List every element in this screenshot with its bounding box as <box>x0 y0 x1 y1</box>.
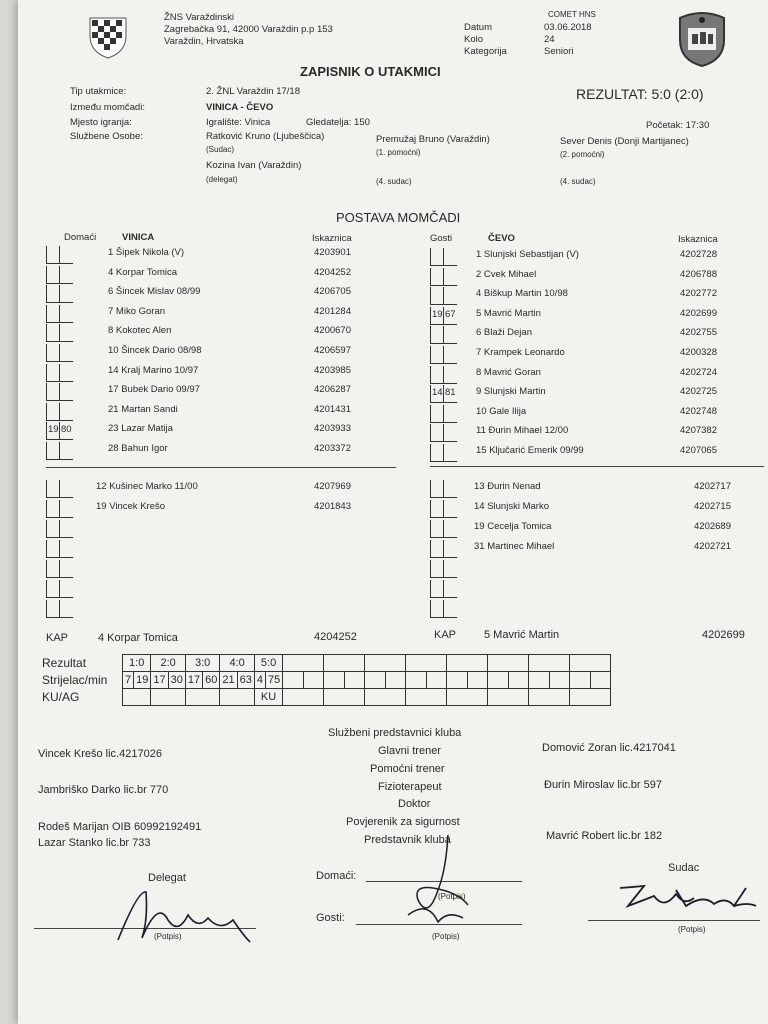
player-id: 4207969 <box>314 481 351 492</box>
away-captain-label: KAP <box>434 629 457 641</box>
substitution-box <box>46 480 73 498</box>
player-name: 14 Kralj Marino 10/97 <box>108 364 199 376</box>
substitution-box <box>46 305 73 323</box>
delegate-potpis: (Potpis) <box>154 932 182 941</box>
delegate-role: (delegat) <box>206 175 238 184</box>
substitution-box <box>430 307 457 325</box>
match-report-sheet <box>18 0 768 1024</box>
role-assistant-coach: Pomoćni trener <box>370 763 445 775</box>
away-captain-id: 4202699 <box>702 629 745 641</box>
substitution-box <box>430 248 457 266</box>
away-official: Mavrić Robert lic.br 182 <box>546 830 663 842</box>
result-row <box>40 655 611 672</box>
empty-substitution-box <box>430 580 457 598</box>
player-name: 17 Bubek Dario 09/97 <box>108 384 200 396</box>
result-cell: 4:0 <box>220 655 255 672</box>
minute-cell: 63 <box>237 672 254 689</box>
delegate-name: Kozina Ivan (Varaždin) <box>206 160 302 171</box>
player-name: 1 Šipek Nikola (V) <box>108 247 185 258</box>
delegate-signature-label: Delegat <box>148 872 186 884</box>
substitution-box <box>430 385 457 403</box>
player-id: 4202699 <box>680 307 717 319</box>
meta-date-label: Datum <box>464 22 492 33</box>
assistant1-role: (1. pomoćni) <box>376 148 421 157</box>
referee-name: Ratković Kruno (Ljubeščica) <box>206 131 325 142</box>
meta-category-label: Kategorija <box>464 46 507 57</box>
substitution-box <box>430 540 457 558</box>
club-officials-heading: Službeni predstavnici kluba <box>328 727 462 739</box>
player-name: 31 Martinec Mihael <box>474 541 555 552</box>
substitution-box <box>430 520 457 538</box>
player-id: 4203985 <box>314 364 351 376</box>
sub-minute: 81 <box>445 387 456 399</box>
result-row-label: Rezultat <box>42 656 87 670</box>
player-name: 10 Šincek Dario 08/98 <box>108 345 202 356</box>
player-id: 4202755 <box>680 327 717 339</box>
home-divider <box>46 467 396 468</box>
player-id: 4207065 <box>680 445 717 456</box>
referee-role: (Sudac) <box>206 145 235 154</box>
player-name: 19 Vincek Krešo <box>96 501 166 512</box>
player-id: 4201431 <box>314 403 351 415</box>
empty-substitution-box <box>430 600 457 618</box>
player-id: 4200670 <box>314 325 351 337</box>
match-type-label: Tip utakmice: <box>70 86 127 97</box>
away-divider <box>430 466 764 467</box>
substitution-box <box>430 480 457 498</box>
meta-round-label: Kolo <box>464 34 484 45</box>
scorer-row-label: Strijelac/min <box>42 673 108 687</box>
player-name: 9 Slunjski Martin <box>476 386 546 398</box>
substitution-box <box>46 442 73 460</box>
empty-substitution-box <box>430 560 457 578</box>
player-name: 7 Miko Goran <box>108 305 166 317</box>
result-heading: REZULTAT: 5:0 (2:0) <box>576 86 704 102</box>
lineup-title: POSTAVA MOMČADI <box>336 210 461 225</box>
role-physio: Fizioterapeut <box>378 781 442 793</box>
player-id: 4202715 <box>694 501 731 512</box>
scorer-cell: 17 <box>151 672 168 689</box>
meta-date-value: 03.06.2018 <box>544 22 592 33</box>
player-name: 19 Cecelja Tomica <box>474 521 552 532</box>
away-captain-name: 5 Mavrić Martin <box>484 629 560 641</box>
org-address: Zagrebačka 91, 42000 Varaždin p.p 153 <box>164 24 333 35</box>
sub-number: 14 <box>432 387 443 399</box>
player-id: 4206788 <box>680 268 717 280</box>
player-name: 5 Mavrić Martin <box>476 307 541 319</box>
substitution-box <box>46 500 73 518</box>
sub-number: 19 <box>48 424 59 436</box>
player-id: 4201284 <box>314 305 351 317</box>
substitution-box <box>430 326 457 344</box>
home-signature-label: Domaći: <box>316 870 357 882</box>
substitution-box <box>46 266 73 284</box>
player-id: 4203372 <box>314 443 351 454</box>
player-name: 15 Ključarić Emerik 09/99 <box>476 445 584 456</box>
scorer-row <box>40 672 611 689</box>
sub-minute: 67 <box>445 308 456 320</box>
match-type-value: 2. ŽNL Varaždin 17/18 <box>206 86 300 97</box>
assistant2-role: (2. pomoćni) <box>560 150 605 159</box>
meta-round-value: 24 <box>544 34 555 45</box>
result-cell: 1:0 <box>123 655 151 672</box>
role-head-coach: Glavni trener <box>378 745 441 757</box>
player-name: 14 Slunjski Marko <box>474 501 549 512</box>
empty-substitution-box <box>46 600 73 618</box>
scorer-cell: 7 <box>123 672 134 689</box>
substitution-box <box>46 364 73 382</box>
substitution-box <box>430 500 457 518</box>
player-id: 4206705 <box>314 286 351 298</box>
fourth-official-role: (4. sudac) <box>560 177 596 186</box>
empty-substitution-box <box>46 560 73 578</box>
player-name: 2 Cvek Mihael <box>476 268 537 280</box>
comet-label: COMET HNS <box>548 10 596 19</box>
substitution-box <box>46 344 73 362</box>
role-security: Povjerenik za sigurnost <box>346 816 460 828</box>
scorer-cell: 21 <box>220 672 237 689</box>
substitution-box <box>46 422 73 440</box>
away-official: Domović Zoran lic.4217041 <box>542 742 676 754</box>
home-official: Rodeš Marijan OIB 60992192491 <box>38 821 202 833</box>
away-id-header: Iskaznica <box>678 234 718 245</box>
kuag-cell: KU <box>254 689 282 706</box>
player-name: 21 Martan Sandi <box>108 403 178 415</box>
scorer-cell: 17 <box>185 672 202 689</box>
kickoff-time: Početak: 17:30 <box>646 120 710 131</box>
substitution-box <box>430 444 457 462</box>
player-id: 4207382 <box>680 425 717 437</box>
substitution-box <box>46 246 73 264</box>
home-team-name: VINICA <box>122 232 155 243</box>
player-id: 4201843 <box>314 501 351 512</box>
empty-substitution-box <box>46 520 73 538</box>
player-id: 4203901 <box>314 247 351 258</box>
assistant1-name: Premužaj Bruno (Varaždin) <box>376 134 490 145</box>
home-official: Jambriško Darko lic.br 770 <box>38 784 169 796</box>
officials-label: Službene Osobe: <box>70 131 143 142</box>
minute-cell: 30 <box>168 672 185 689</box>
player-name: 23 Lazar Matija <box>108 423 173 435</box>
player-id: 4202689 <box>694 521 731 532</box>
player-name: 6 Blaži Dejan <box>476 327 532 339</box>
substitution-box <box>430 287 457 305</box>
player-id: 4202728 <box>680 249 717 260</box>
player-id: 4202721 <box>694 541 731 552</box>
sub-number: 19 <box>432 308 443 320</box>
controller-role: (4. sudac) <box>376 177 412 186</box>
player-name: 7 Krampek Leonardo <box>476 347 565 358</box>
minute-cell: 60 <box>203 672 220 689</box>
player-id: 4202717 <box>694 481 731 492</box>
substitution-box <box>430 424 457 442</box>
player-id: 4202725 <box>680 386 717 398</box>
venue-value: Igralište: Vinica <box>206 117 271 128</box>
result-cell: 2:0 <box>151 655 186 672</box>
scorer-cell: 4 <box>254 672 265 689</box>
away-signature-label: Gosti: <box>316 912 345 924</box>
player-id: 4204252 <box>314 266 351 278</box>
substitution-box <box>430 346 457 364</box>
minute-cell: 19 <box>134 672 151 689</box>
away-label: Gosti <box>430 233 453 244</box>
sub-minute: 80 <box>61 424 72 436</box>
assistant2-name: Sever Denis (Donji Martijanec) <box>560 136 689 147</box>
substitution-box <box>430 366 457 384</box>
delegate-signature <box>108 880 258 950</box>
kuag-row-label: KU/AG <box>42 690 80 704</box>
meta-category-value: Seniori <box>544 46 574 57</box>
spectators: Gledatelja: 150 <box>306 117 370 128</box>
referee-potpis: (Potpis) <box>678 925 706 934</box>
player-name: 6 Šincek Mislav 08/99 <box>108 286 201 298</box>
substitution-box <box>46 324 73 342</box>
empty-substitution-box <box>46 540 73 558</box>
substitution-box <box>430 268 457 286</box>
referee-signature <box>614 876 764 922</box>
home-potpis: (Potpis) <box>438 892 466 901</box>
substitution-box <box>46 383 73 401</box>
org-name: ŽNS Varaždinski <box>164 12 235 23</box>
home-official: Lazar Stanko lic.br 733 <box>38 837 151 849</box>
player-name: 4 Biškup Martin 10/98 <box>476 288 568 300</box>
substitution-box <box>46 403 73 421</box>
player-name: 8 Mavrić Goran <box>476 366 541 378</box>
home-label: Domaći <box>64 232 97 243</box>
role-doctor: Doktor <box>398 798 431 810</box>
empty-substitution-box <box>46 580 73 598</box>
player-id: 4206287 <box>314 384 351 396</box>
referee-signature-label: Sudac <box>668 862 700 874</box>
player-name: 12 Kušinec Marko 11/00 <box>96 481 198 492</box>
player-name: 4 Korpar Tomica <box>108 266 177 278</box>
substitution-box <box>46 285 73 303</box>
result-cell: 3:0 <box>185 655 220 672</box>
player-name: 11 Đurin Mihael 12/00 <box>476 425 569 437</box>
kuag-row <box>40 689 611 706</box>
venue-label: Mjesto igranja: <box>70 117 132 128</box>
home-captain-label: KAP <box>46 632 69 644</box>
player-id: 4202748 <box>680 405 717 417</box>
away-official: Đurin Miroslav lic.br 597 <box>544 779 662 791</box>
home-captain-name: 4 Korpar Tomica <box>98 632 178 644</box>
substitution-box <box>430 405 457 423</box>
home-id-header: Iskaznica <box>312 233 352 244</box>
minute-cell: 75 <box>266 672 283 689</box>
away-team-name: ČEVO <box>488 233 515 244</box>
player-name: 28 Bahun Igor <box>108 443 168 454</box>
player-name: 1 Slunjski Sebastijan (V) <box>476 249 579 260</box>
home-captain-id: 4204252 <box>314 631 357 643</box>
teams-value: VINICA - ČEVO <box>206 102 274 113</box>
player-id: 4200328 <box>680 347 717 358</box>
player-id: 4206597 <box>314 345 351 356</box>
player-id: 4202772 <box>680 288 717 300</box>
club-signature <box>388 830 498 930</box>
teams-label: Između momčadi: <box>70 102 145 113</box>
result-cell: 5:0 <box>254 655 282 672</box>
home-official: Vincek Krešo lic.4217026 <box>38 748 162 760</box>
federation-logo <box>86 14 130 58</box>
role-club-rep: Predstavnik kluba <box>364 834 451 846</box>
document-title: ZAPISNIK O UTAKMICI <box>300 64 441 79</box>
player-name: 8 Kokotec Alen <box>108 325 172 337</box>
club-logo <box>674 10 730 68</box>
org-city: Varaždin, Hrvatska <box>164 36 244 47</box>
player-id: 4203933 <box>314 423 351 435</box>
score-table <box>40 654 611 706</box>
player-name: 10 Gale Ilija <box>476 405 527 417</box>
player-name: 13 Đurin Nenad <box>474 481 541 492</box>
player-id: 4202724 <box>680 366 717 378</box>
away-potpis: (Potpis) <box>432 932 460 941</box>
